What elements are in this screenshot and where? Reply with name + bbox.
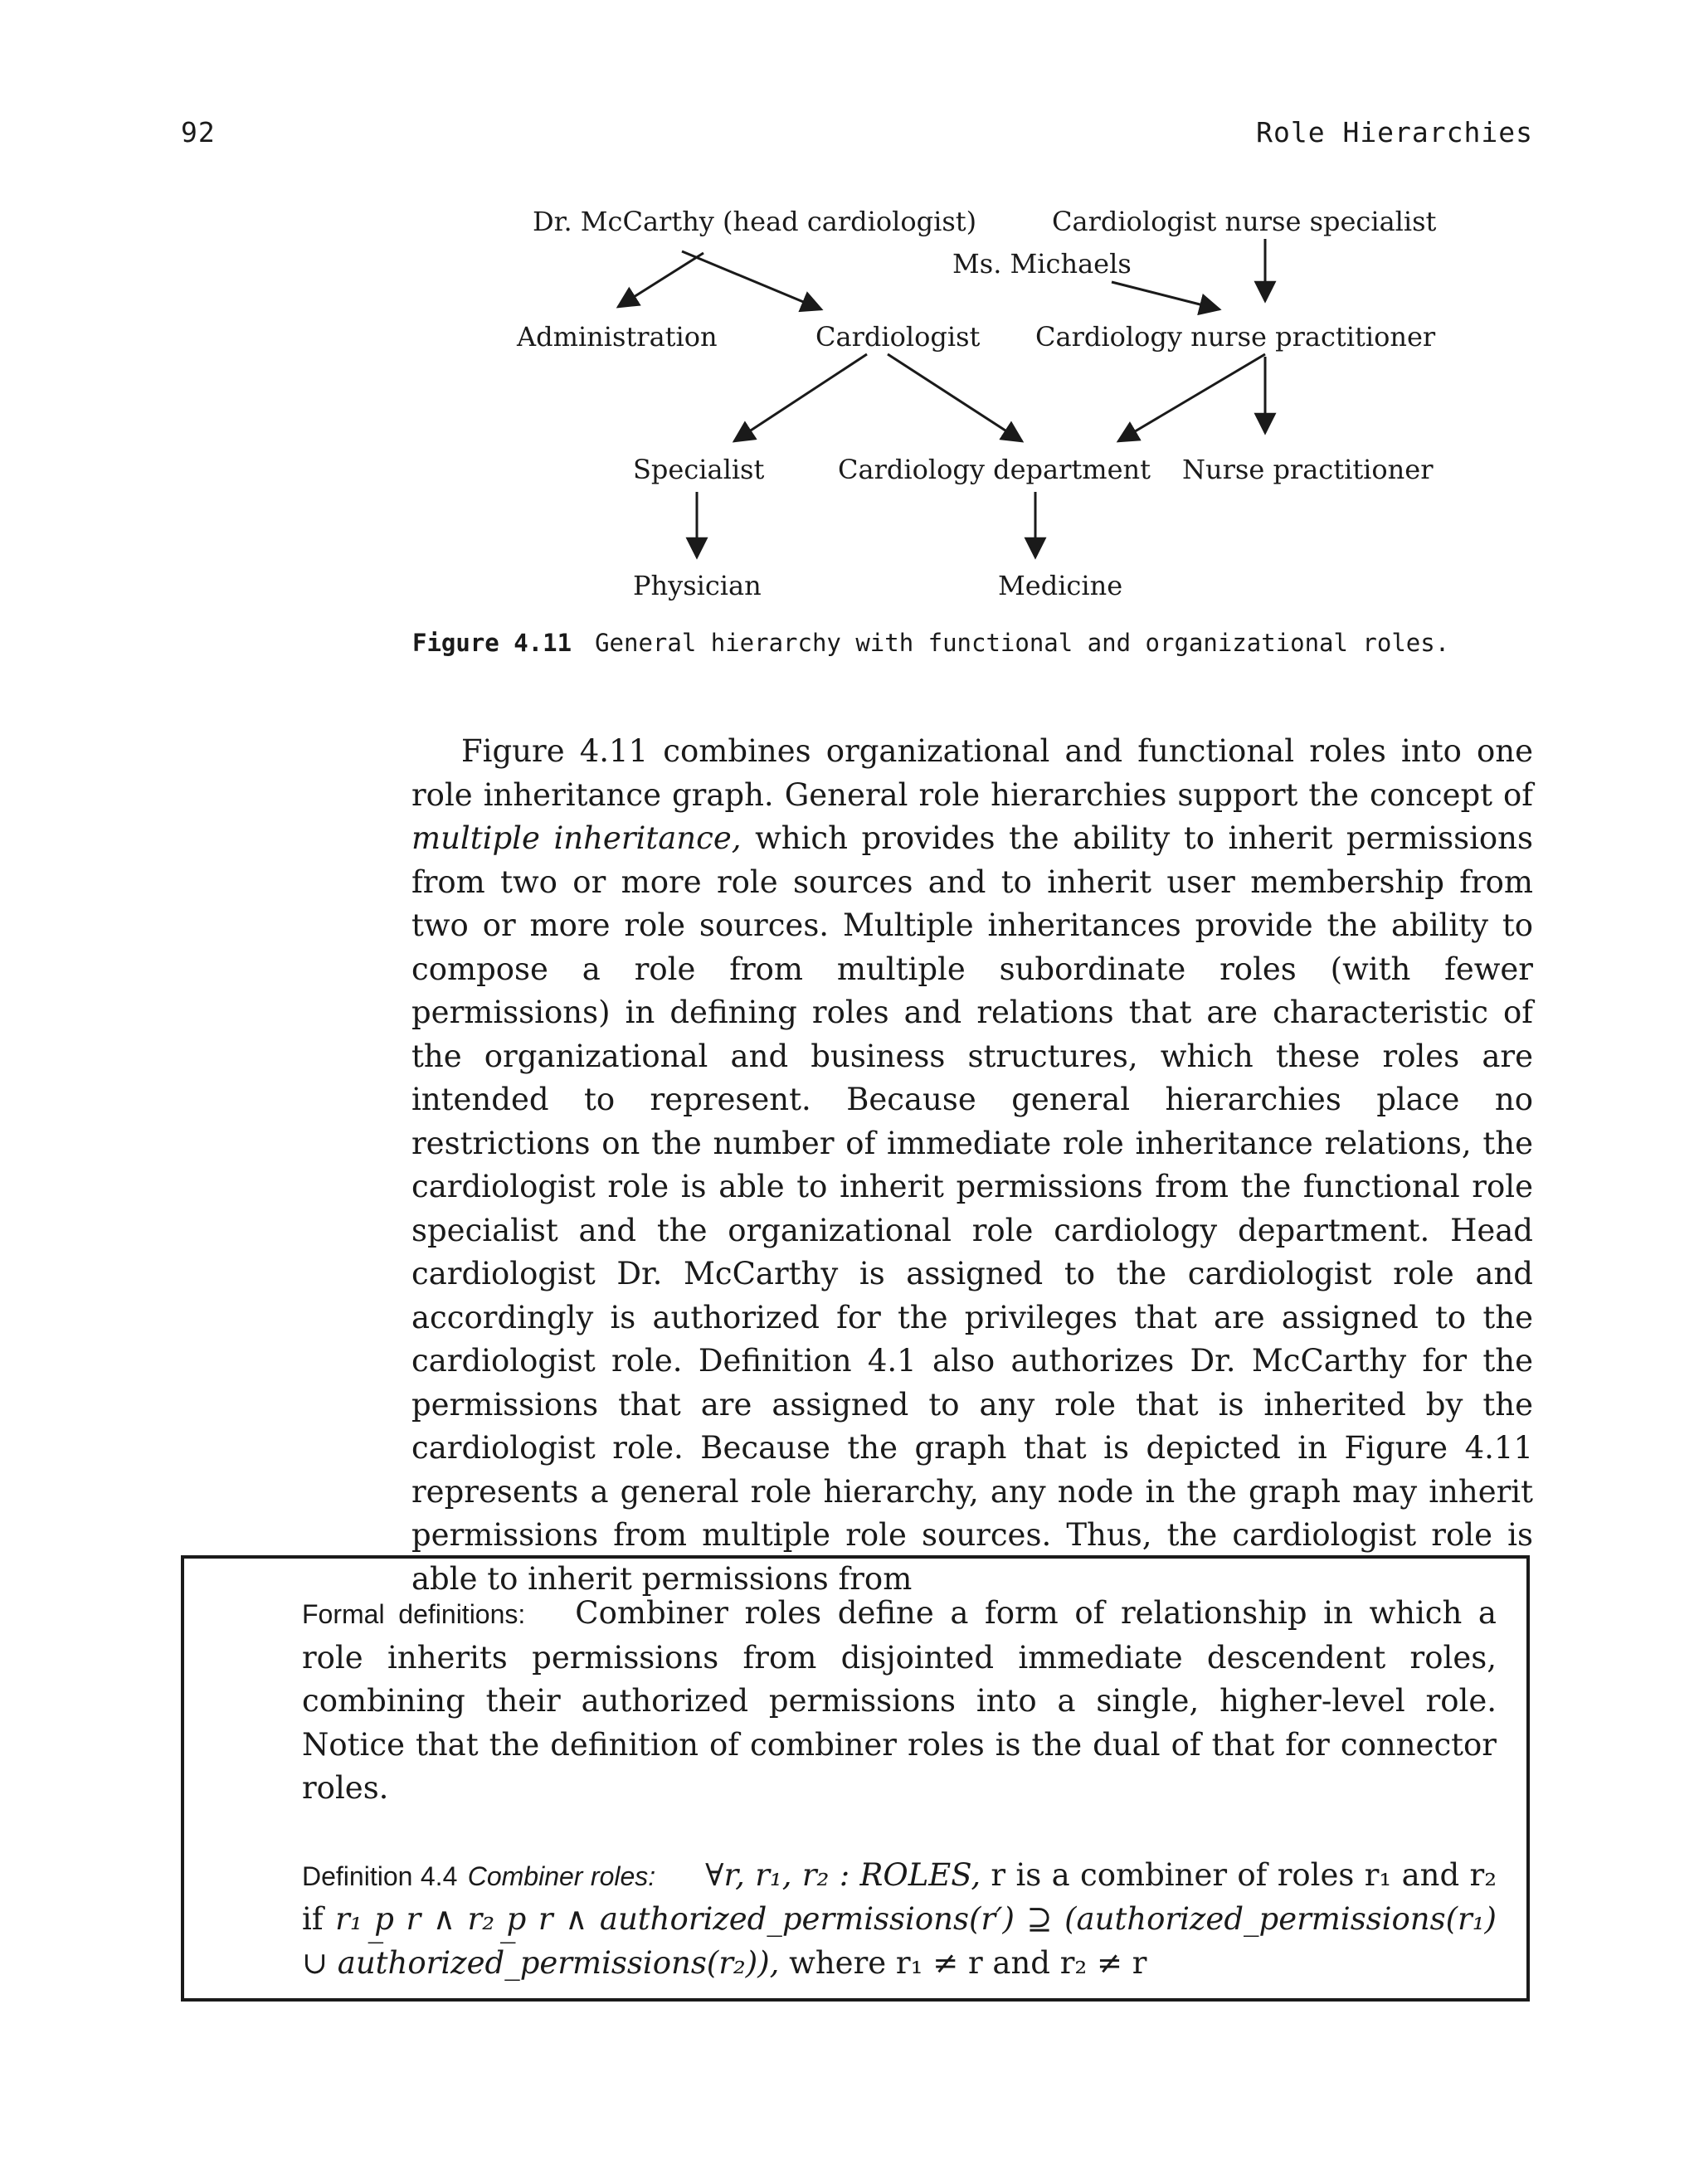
body-paragraph: Figure 4.11 combines organizational and functional roles into one role inheritance graph. General role hierarchies support the concept of multiple inheritance, which provides the ability to inherit permissions from two or more role sources and to inherit user membership from two or more role sources. Multiple inheritances provide the ability to compose a role from multiple subordinate roles (with fewer permissions) in defining roles and relations that are characteristic of the organizational and business structures, which these roles are intended to represent. Because general hierarchies place no restrictions on the number of immediate role inheritance relations, the cardiologist role is able to inherit permissions from the functional role specialist and the organizational role cardiology department. Head cardiologist Dr. McCarthy is assigned to the cardiologist role and accordingly is authorized for the privileges that are assigned to the cardiologist role. Definition 4.1 also authorizes Dr. McCarthy for the permissions that are assigned to any role that is inherited by the cardiologist role. Because the graph that is depicted in Figure 4.11 represents a general role hierarchy, any node in the graph may inherit permissions from multiple role sources. Thus, the cardiologist role is able to inherit permissions from — [411, 733, 1533, 1597]
edge-mccarthy-cardiologist — [682, 251, 821, 309]
edge-mccarthy-administration — [618, 253, 703, 307]
edge-cardiologist-department — [888, 354, 1022, 441]
formal-definitions — [302, 1592, 1497, 1811]
def-title: Combiner roles: — [467, 1861, 656, 1891]
formal-text: Combiner roles define a form of relationship in which a role inherits permissions from disjointed immediate descendent roles, combining their authorized permissions into a single, higher-level role. Notice that the definition of combiner roles is the dual of that for connector roles. — [302, 1595, 1497, 1806]
role-hierarchy-diagram — [0, 0, 1699, 630]
definition-4-4 — [302, 1854, 1497, 1986]
formal-label: Formal definitions: — [302, 1599, 526, 1629]
edge-michaels-cnp — [1112, 282, 1219, 309]
def-label: Definition 4.4 — [302, 1861, 458, 1891]
node-cardiology-nurse-practitioner: Cardiology nurse practitioner — [1035, 321, 1436, 353]
node-cardiologist: Cardiologist — [815, 321, 981, 353]
node-physician: Physician — [633, 570, 762, 601]
formal-definitions-box — [181, 1555, 1530, 2002]
caption-label: Figure 4.11 — [412, 629, 572, 657]
node-specialist: Specialist — [633, 454, 765, 485]
figure-caption — [412, 629, 1449, 657]
edge-cardiologist-specialist — [734, 354, 867, 441]
node-nurse-practitioner: Nurse practitioner — [1182, 454, 1434, 485]
def-text1: r is a combiner of roles r₁ and r₂ if — [302, 1856, 1497, 1937]
node-administration: Administration — [517, 321, 718, 353]
page-number: 92 — [181, 116, 216, 148]
def-formula: r₁ p̲ r ∧ r₂ p̲ r ∧ authorized_permissions(r′) ⊇ (authorized_permissions(r₁) ∪ authorized_permissions(r₂)), — [302, 1901, 1497, 1981]
def-quantifier: ∀r, r₁, r₂ : ROLES, — [705, 1856, 981, 1893]
body-text — [411, 730, 1533, 1601]
caption-text: General hierarchy with functional and organizational roles. — [595, 629, 1450, 657]
def-tail: where r₁ ≠ r and r₂ ≠ r — [779, 1944, 1147, 1981]
node-mccarthy: Dr. McCarthy (head cardiologist) — [533, 206, 977, 237]
node-cardiology-department: Cardiology department — [838, 454, 1151, 485]
node-michaels: Ms. Michaels — [952, 248, 1132, 280]
chapter-title: Role Hierarchies — [1256, 116, 1533, 148]
node-nurse-specialist: Cardiologist nurse specialist — [1052, 206, 1437, 237]
edge-cnp-department — [1118, 354, 1265, 441]
node-medicine: Medicine — [998, 570, 1123, 601]
